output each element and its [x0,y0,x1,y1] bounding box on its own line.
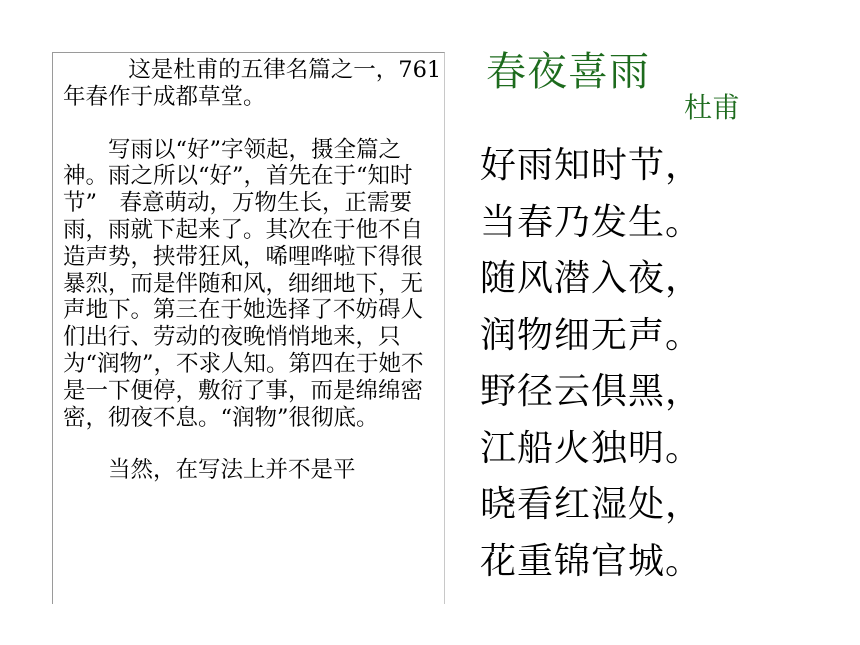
poem-body [480,138,702,590]
commentary-paragraph-intro: 这是杜甫的五律名篇之一，761年春作于成都草堂。 [63,57,442,110]
commentary-paragraph-continued: 当然，在写法上并不是平 [108,457,356,484]
commentary-paragraph-analysis: 写雨以“好”字领起，摄全篇之神。雨之所以“好”，首先在于“知时节” 春意萌动，万物生长，正需要雨，雨就下起来了。其次在于他不自造声势，挟带狂风，唏哩哗啦下得很暴烈，而是伴随和风，细细地下，无声地下。第三在于她选择了不妨碍人们出行、劳动的夜晚悄悄地来，只为“润物”，不求人知。第四在于她不是一下便停，敷衍了事，而是绵绵密密，彻夜不息。“润物”很彻底。 [63,136,424,431]
poem-author: 杜甫 [684,91,741,124]
poem-line: 好雨知时节， [480,145,703,186]
commentary-scroll-box[interactable] [52,52,445,604]
poem-title: 春夜喜雨 [486,49,650,95]
poem-line: 润物细无声。 [480,314,703,356]
commentary-text [53,53,444,484]
poem-line: 江船火独明。 [480,427,703,469]
poem-line: 野径云俱黑， [480,371,703,412]
poem-line: 当春乃发生。 [480,201,703,243]
poem-line: 晓看红湿处， [480,484,703,525]
poem-line: 随风潜入夜， [480,258,703,299]
poem-line: 花重锦官城。 [480,540,703,582]
